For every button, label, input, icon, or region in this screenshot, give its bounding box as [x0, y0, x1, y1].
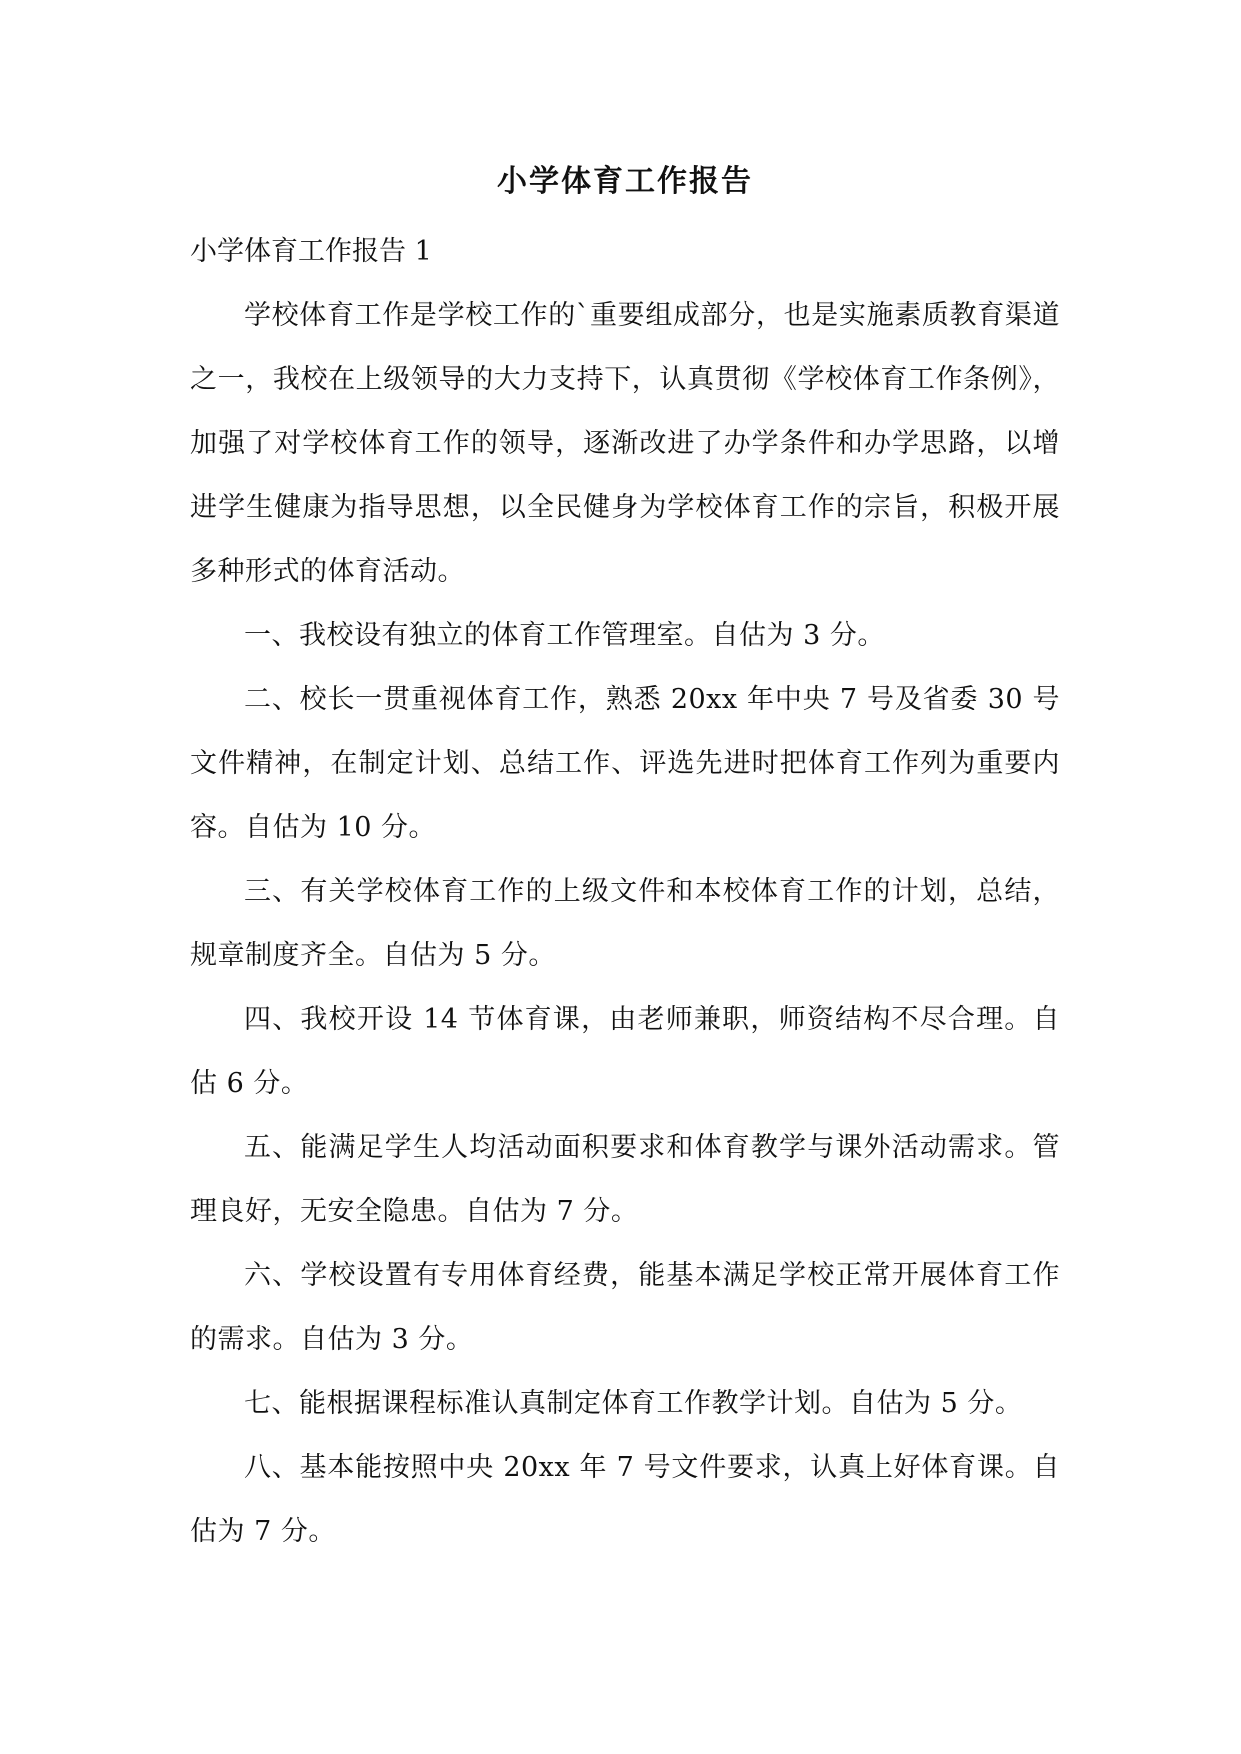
paragraph-intro: 学校体育工作是学校工作的`重要组成部分，也是实施素质教育渠道之一，我校在上级领导的大力支持下，认真贯彻《学校体育工作条例》，加强了对学校体育工作的领导，逐渐改进了办学条件和办学思路，以增进学生健康为指导思想，以全民健身为学校体育工作的宗旨，积极开展多种形式的体育活动。: [190, 300, 1060, 587]
paragraph-item-1: 一、我校设有独立的体育工作管理室。自估为 3 分。: [244, 620, 885, 651]
document-title: 小学体育工作报告: [497, 164, 753, 199]
section-heading: 小学体育工作报告 1: [190, 236, 432, 267]
paragraph-item-4: 四、我校开设 14 节体育课，由老师兼职，师资结构不尽合理。自估 6 分。: [190, 1004, 1060, 1099]
paragraph-item-3: 三、有关学校体育工作的上级文件和本校体育工作的计划，总结，规章制度齐全。自估为 5 分。: [190, 876, 1060, 971]
paragraph-item-5: 五、能满足学生人均活动面积要求和体育教学与课外活动需求。管理良好，无安全隐患。自估为 7 分。: [190, 1132, 1060, 1227]
paragraph-item-6: 六、学校设置有专用体育经费，能基本满足学校正常开展体育工作的需求。自估为 3 分。: [190, 1260, 1060, 1355]
paragraph-item-8: 八、基本能按照中央 20xx 年 7 号文件要求，认真上好体育课。自估为 7 分。: [190, 1452, 1060, 1547]
document-page: [190, 160, 1060, 1564]
paragraph-item-2: 二、校长一贯重视体育工作，熟悉 20xx 年中央 7 号及省委 30 号文件精神，在制定计划、总结工作、评选先进时把体育工作列为重要内容。自估为 10 分。: [190, 684, 1060, 843]
paragraph-item-7: 七、能根据课程标准认真制定体育工作教学计划。自估为 5 分。: [244, 1388, 1023, 1419]
